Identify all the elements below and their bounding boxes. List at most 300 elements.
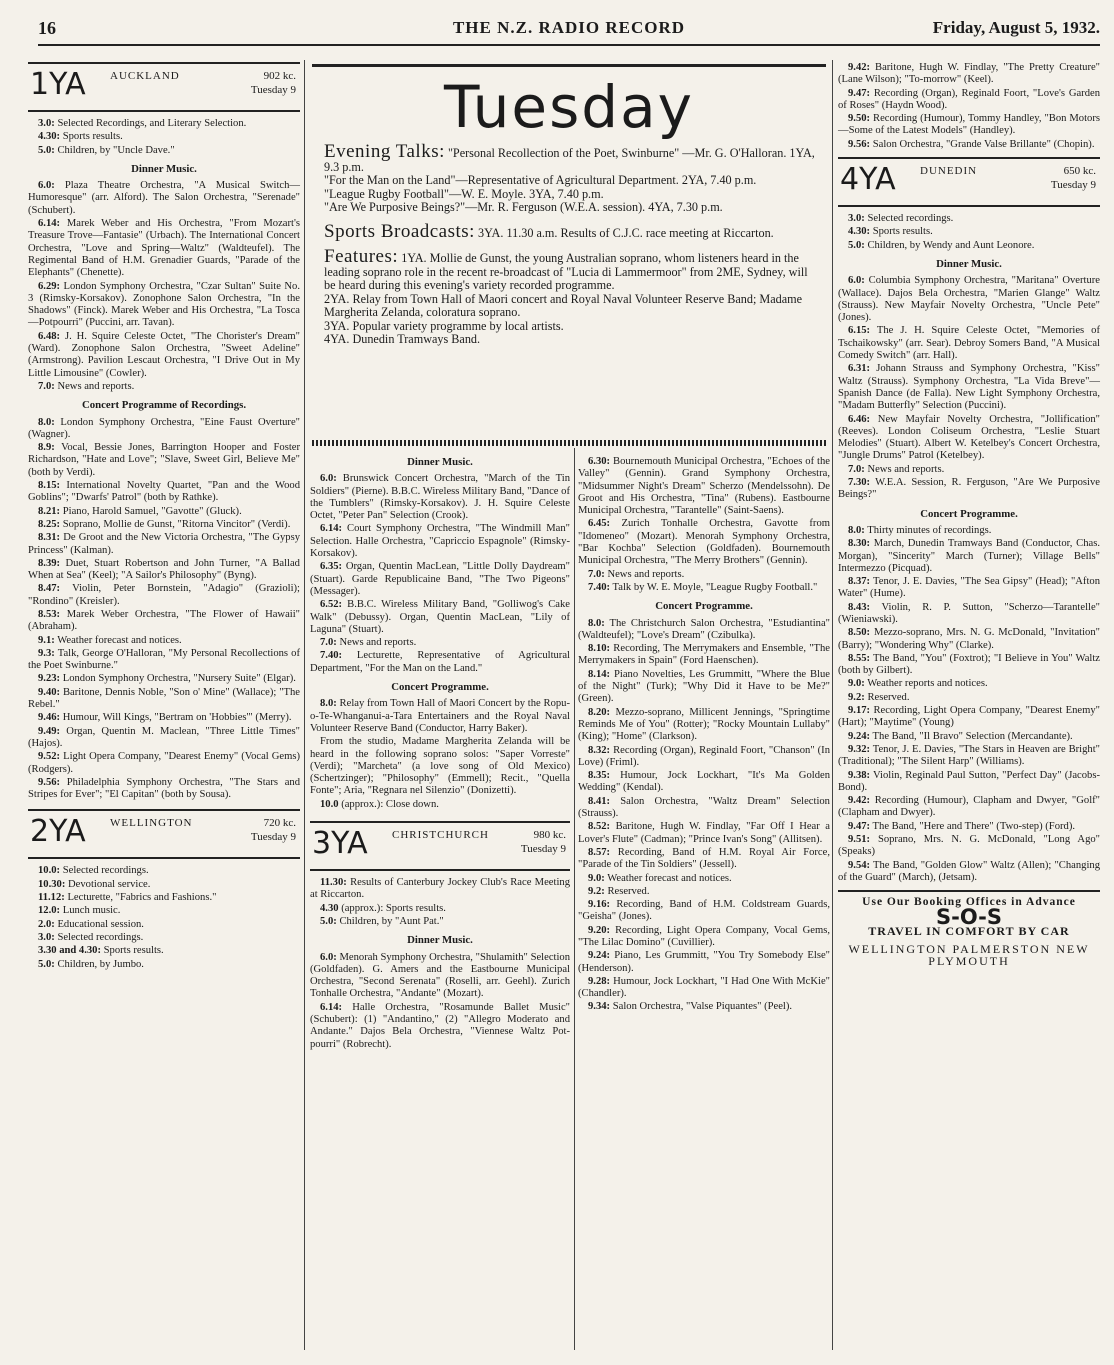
- entry-text: London Symphony Orchestra, "Eine Faust Overture" (Wagner).: [28, 416, 300, 440]
- programme-entry: [28, 751, 300, 776]
- entry-time: 3.0:: [38, 931, 55, 943]
- entry-time: 10.30:: [38, 878, 66, 890]
- entry-text: Recording (Humour), Tommy Handley, "Bon Motors—Some of the Latest Models" (Handley).: [838, 113, 1100, 137]
- entry-text: Talk, George O'Halloran, "My Personal Recollections of the Poet Swinburne.": [28, 647, 300, 672]
- entry-time: 9.23:: [38, 673, 61, 685]
- column-rule: [832, 60, 833, 1350]
- station-frequency: 720 kc.: [263, 817, 296, 830]
- entry-time: 7.0:: [38, 380, 55, 392]
- entry-text: The J. H. Squire Celeste Octet, "Memories of Tschaikowsky" (arr. Sear). Debroy Somers Band, "A Musical Comedy Switch" (arr. Hall).: [838, 325, 1100, 362]
- entry-time: 8.25:: [38, 518, 61, 530]
- entry-text: Talk by W. E. Moyle, "League Rugby Football.": [612, 581, 818, 593]
- entry-time: 6.35:: [320, 561, 343, 573]
- entry-text: International Novelty Quartet, "Pan and the Wood Goblins"; "Dwarfs' Patrol" (both by Rathke).: [28, 480, 300, 504]
- programme-entry: [838, 576, 1100, 601]
- column-2: [310, 456, 570, 1052]
- programme-entry: [310, 736, 570, 797]
- entry-text: Humour, Jock Lockhart, "I Had One With McKie" (Chandler).: [578, 975, 830, 1000]
- programme-entry: [578, 770, 830, 795]
- entry-time: 2.0:: [38, 918, 55, 930]
- entry-text: Court Symphony Orchestra, "The Windmill Man" Selection. Halle Orchestra, "Capriccio Espagnole" (Rimsky-Korsakov).: [310, 523, 570, 560]
- programme-entry: [310, 903, 570, 915]
- entry-time: 9.0:: [588, 872, 605, 884]
- entry-text: London Symphony Orchestra, "Nursery Suite" (Elgar).: [62, 673, 296, 685]
- entry-text: From the studio, Madame Margherita Zelanda will be heard in the following soprano solos: "Saper Vorreste" (Verdi); "Marcheta" (a love song of Old Mexico) (Schertzinger); "Philosophy" (Emmell); Recit., "Quella Fonte"; Aria, "Regnara nel Silenzio" (Donizetti).: [310, 736, 570, 797]
- entry-text: Selected Recordings, and Literary Selection.: [57, 118, 247, 129]
- programme-entry: [838, 525, 1100, 537]
- entry-time: 8.50:: [848, 627, 871, 639]
- entry-text: Lecturette, "Fabrics and Fashions.": [67, 892, 217, 904]
- entry-time: 8.43:: [848, 601, 871, 613]
- entry-time: 6.14:: [38, 218, 61, 230]
- programme-entry: [28, 635, 300, 647]
- entry-text: Philadelphia Symphony Orchestra, "The Stars and Stripes for Ever"; "El Capitan" (both by Sousa).: [28, 776, 300, 801]
- entry-time: 9.42:: [848, 62, 871, 73]
- entry-time: 6.0:: [320, 951, 337, 963]
- programme-entry: [838, 744, 1100, 769]
- entry-time: 8.41:: [588, 795, 611, 807]
- entry-time: 5.0:: [38, 958, 55, 970]
- entry-time: 5.0:: [320, 915, 337, 927]
- entry-time: 7.30:: [848, 477, 871, 489]
- entry-time: 5.0:: [848, 239, 865, 251]
- programme-entry: [838, 705, 1100, 730]
- programme-entry: [578, 582, 830, 594]
- programme-entry: [578, 669, 830, 706]
- entry-time: 8.53:: [38, 608, 61, 620]
- programme-entry: [28, 865, 300, 877]
- station-city: WELLINGTON: [110, 817, 193, 830]
- entry-text: Menorah Symphony Orchestra, "Shulamith" Selection (Goldfaden). G. Amers and the Eastbourne Municipal Orchestra, "Second Serenata" (Roselli, arr. Geehl). Zurich Tonhalle Orchestra, "Andante" (Mozart).: [310, 951, 570, 1000]
- feature-item: 4YA. Dunedin Tramways Band.: [324, 332, 481, 346]
- entry-time: 7.40:: [320, 650, 343, 662]
- programme-entry: [838, 226, 1100, 238]
- section-heading: Concert Programme.: [920, 507, 1018, 520]
- column-1: [28, 62, 300, 972]
- entry-text: Weather reports and notices.: [867, 678, 988, 690]
- entry-text: Selected recordings.: [62, 865, 149, 877]
- entry-time: 9.0:: [848, 678, 865, 690]
- programme-entry: [28, 145, 300, 157]
- programme-entry: [310, 877, 570, 902]
- entry-time: 6.14:: [320, 1001, 343, 1013]
- programme-entry: [838, 860, 1100, 885]
- entry-text: Children, by "Aunt Pat.": [339, 915, 444, 927]
- entry-text: Tenor, J. E. Davies, "The Stars in Heaven are Bright" (Traditional); "The Silent Harp" (Williams).: [838, 743, 1100, 768]
- entry-time: 8.32:: [588, 744, 611, 756]
- section-heading: Dinner Music.: [407, 934, 473, 947]
- entry-time: 4.30:: [848, 226, 871, 238]
- entry-text: The Band, "Golden Glow" Waltz (Allen); "Changing of the Guard" (March), (Jetsam).: [838, 859, 1100, 883]
- entry-text: Recording (Humour), Clapham and Dwyer, "Golf" (Clapham and Dwyer).: [838, 795, 1100, 819]
- entry-time: 6.46:: [848, 413, 871, 425]
- entry-text: Baritone, Dennis Noble, "Son o' Mine" (Wallace); "The Rebel.": [28, 686, 300, 711]
- entry-time: 6.30:: [588, 456, 611, 467]
- station-header-4ya: [838, 157, 1100, 207]
- entry-time: 7.0:: [848, 463, 865, 475]
- advertisement: [838, 890, 1100, 967]
- entry-text: Columbia Symphony Orchestra, "Maritana" Overture (Wallace). Dajos Bela Orchestra, "Marien Glange" Waltz (Strauss). New Mayfair Novelty Orchestra, "Uncle Pete" (Jones).: [838, 275, 1100, 324]
- entry-text: Salon Orchestra, "Waltz Dream" Selection (Strauss).: [578, 795, 830, 820]
- entry-text: Tenor, J. E. Davies, "The Sea Gipsy" (Head); "Afton Water" (Hume).: [838, 576, 1100, 600]
- programme-entry: [28, 609, 300, 634]
- entry-text: Zurich Tonhalle Orchestra, Gavotte from "Idomeneo" (Mozart). Menorah Symphony Orchestra, "Bar Kochba" Selection (Goldfaden). Bournemouth Municipal Orchestra, "The Merry Brothers" (Gennin).: [578, 518, 830, 567]
- programme-entry: [28, 506, 300, 518]
- entry-text: W.E.A. Session, R. Ferguson, "Are We Purposive Beings?": [838, 477, 1100, 501]
- entry-text: Baritone, Hugh W. Findlay, "The Pretty Creature" (Lane Wilson); "To-morrow" (Keel).: [838, 62, 1100, 86]
- entry-text: News and reports.: [867, 463, 945, 475]
- entry-time: 9.28:: [588, 975, 611, 987]
- station-header-3ya: [310, 821, 570, 871]
- programme-entry: [28, 726, 300, 751]
- entry-time: 9.32:: [848, 743, 871, 755]
- programme-entry: [578, 976, 830, 1001]
- programme-entry: [28, 687, 300, 712]
- entry-time: 9.46:: [38, 712, 61, 724]
- entry-text: De Groot and the New Victoria Orchestra, "The Gypsy Princess" (Kalman).: [28, 532, 300, 556]
- programme-entry: [28, 712, 300, 724]
- entry-text: Sports results.: [103, 945, 164, 957]
- talk-item: "Are We Purposive Beings?"—Mr. R. Ferguson (W.E.A. session). 4YA, 7.30 p.m.: [324, 200, 723, 214]
- entry-text: March, Dunedin Tramways Band (Conductor, Chas. Morgan), "Sincerity" March (Turner); Village Bells" Intermezzo (Picquad).: [838, 538, 1100, 574]
- programme-entry: [578, 886, 830, 898]
- station-city: DUNEDIN: [920, 165, 978, 178]
- entry-time: 7.0:: [320, 637, 337, 649]
- entry-time: 9.24:: [848, 730, 871, 742]
- entry-time: 5.0:: [38, 144, 55, 156]
- programme-entry: [838, 795, 1100, 820]
- entry-text: Recording (Organ), Reginald Foort, "Love's Garden of Roses" (Haydn Wood).: [838, 87, 1100, 111]
- entry-text: Recording, Band of H.M. Royal Air Force, "Parade of the Tin Soldiers" (Jessell).: [578, 846, 830, 871]
- entry-text: Halle Orchestra, "Rosamunde Ballet Music" (Schubert): (1) "Andantino," (2) "Allegro Moderato and Andante." Dajos Bela Orchestra, "Viennese Waltz Pot-pourri" (Robrecht).: [310, 1001, 570, 1050]
- entry-time: 12.0:: [38, 905, 61, 917]
- entry-time: 8.55:: [848, 652, 871, 664]
- programme-entry: [838, 325, 1100, 362]
- programme-entry: [310, 650, 570, 675]
- programme-entry: [28, 118, 300, 130]
- section-heading: Concert Programme of Recordings.: [81, 399, 247, 412]
- entry-text: Mezzo-soprano, Mrs. N. G. McDonald, "Invitation" (Barry); "Wondering Why" (Clarke).: [838, 627, 1100, 651]
- programme-entry: [838, 731, 1100, 743]
- section-heading: Concert Programme.: [391, 681, 489, 694]
- advert-line: TRAVEL IN COMFORT BY CAR: [868, 923, 1070, 938]
- features-label: Features:: [324, 246, 399, 267]
- section-heading: Dinner Music.: [131, 162, 197, 175]
- entry-text: News and reports.: [57, 380, 135, 392]
- entry-text: Sports results.: [62, 131, 123, 143]
- entry-text: Mezzo-soprano, Millicent Jennings, "Springtime Reminds Me of You" (Rotter); "Rocky Mountain Lullaby" (King); "Home" (Clarkson).: [578, 706, 830, 743]
- entry-time: 9.16:: [588, 899, 611, 911]
- entry-time: 9.1:: [38, 634, 55, 646]
- decorative-divider: [312, 440, 828, 446]
- programme-entry: [578, 796, 830, 821]
- entry-text: Devotional service.: [68, 878, 151, 890]
- entry-time: 6.45:: [588, 518, 611, 530]
- features: [324, 246, 816, 347]
- entry-text: The Band, "Here and There" (Two-step) (Ford).: [872, 820, 1075, 832]
- entry-text: Results of Canterbury Jockey Club's Race Meeting at Riccarton.: [310, 877, 570, 901]
- programme-entry: [28, 381, 300, 393]
- programme-entry: [310, 952, 570, 1001]
- entry-text: Children, by Wendy and Aunt Leonore.: [867, 239, 1035, 251]
- programme-entry: [578, 456, 830, 517]
- entry-time: 9.40:: [38, 686, 61, 698]
- sports-broadcasts: [324, 220, 816, 242]
- entry-time: 8.14:: [588, 668, 611, 680]
- entry-time: 9.3:: [38, 647, 55, 659]
- station-callsign: 4YA: [840, 162, 896, 198]
- entry-time: 10.0:: [38, 865, 61, 877]
- entry-text: London Symphony Orchestra, "Czar Sultan" Suite No. 3 (Rimsky-Korsakov). Zonophone Salon Orchestra, "In the Shadows" (Finck). Marek Weber and His Orchestra, "La Tosca—Potpourri" (Puccini, arr. Tavan).: [28, 280, 300, 329]
- entry-text: The Band, "You" (Foxtrot); "I Believe in You" Waltz (both by Gilbert).: [838, 652, 1100, 677]
- station-callsign: 1YA: [30, 67, 86, 102]
- entry-time: 8.39:: [38, 557, 61, 569]
- programme-entry: [28, 892, 300, 904]
- entry-text: Recording, The Merrymakers and Ensemble, "The Merrymakers in Spain" (Ford Haenschen).: [578, 643, 830, 667]
- page-number: 16: [38, 18, 56, 38]
- programme-entry: [838, 692, 1100, 704]
- entry-time: 6.0:: [320, 473, 337, 485]
- programme-entry: [310, 916, 570, 928]
- programme-entry: [838, 88, 1100, 113]
- station-city: AUCKLAND: [110, 70, 180, 82]
- column-3: [578, 456, 830, 1015]
- entry-text: Soprano, Mrs. N. G. McDonald, "Long Ago" (Speaks): [838, 834, 1100, 858]
- entry-time: 9.20:: [588, 924, 611, 936]
- entry-text: Piano, Les Grummitt, "You Try Somebody Else" (Henderson).: [578, 950, 830, 974]
- entry-time: 11.12:: [38, 892, 65, 904]
- station-day: Tuesday 9: [520, 843, 566, 856]
- programme-entry: [578, 518, 830, 567]
- entry-time: 8.21:: [38, 505, 61, 517]
- entry-text: Educational session.: [57, 918, 144, 930]
- entry-text: Plaza Theatre Orchestra, "A Musical Switch—Humoresque" (arr. Alford). The Salon Orchestra, "Serenade" (Schubert).: [28, 180, 300, 216]
- section-heading: Concert Programme.: [655, 600, 753, 613]
- programme-entry: [838, 62, 1100, 87]
- entry-text: Recording, Band of H.M. Coldstream Guards, "Geisha" (Jones).: [578, 899, 830, 923]
- station-callsign: 2YA: [30, 814, 86, 850]
- page-header: [38, 14, 1100, 46]
- entry-text: Organ, Quentin M. Maclean, "Three Little Times" (Hajos).: [28, 725, 300, 749]
- programme-entry: [578, 569, 830, 581]
- station-day: Tuesday 9: [250, 84, 296, 96]
- entry-time: 6.29:: [38, 280, 61, 292]
- entry-time: 8.15:: [38, 480, 61, 492]
- programme-entry: [310, 637, 570, 649]
- advert-line: Use Our Booking Offices in Advance: [862, 896, 1076, 909]
- entry-text: Baritone, Hugh W. Findlay, "Far Off I Hear a Lover's Flute" (Cadman); "Prince Ivan's Song" (Allitsen).: [578, 821, 830, 845]
- entry-time: 8.0:: [588, 617, 605, 629]
- programme-entry: [28, 180, 300, 217]
- entry-time: 9.24:: [588, 950, 611, 962]
- programme-entry: [310, 1002, 570, 1051]
- entry-time: 7.0:: [588, 568, 605, 580]
- entry-text: Selected recordings.: [867, 213, 954, 225]
- programme-entry: [838, 602, 1100, 627]
- entry-text: Lunch music.: [62, 905, 121, 917]
- sports-label: Sports Broadcasts:: [324, 220, 475, 242]
- programme-entry: [28, 331, 300, 380]
- programme-entry: [28, 959, 300, 971]
- programme-entry: [838, 821, 1100, 833]
- programme-entry: [578, 618, 830, 643]
- entry-text: Bournemouth Municipal Orchestra, "Echoes of the Valley" (Gennin). Grand Symphony Orchestra, "Midsummer Night's Dream" Scherzo (Mendelssohn). De Groot and His Orchestra, "Tina" (Rubens). Eastbourne Municipal Orchestra, "Tarantelle" (Saint-Saens).: [578, 456, 830, 517]
- entry-time: 4.30: [320, 902, 339, 914]
- talks-label: Evening Talks:: [324, 141, 445, 162]
- programme-entry: [838, 477, 1100, 502]
- entry-time: 9.2:: [588, 885, 605, 897]
- feature-item: 1YA. Mollie de Gunst, the young Australian soprano, whom listeners heard in the leading soprano role in the recent re-broadcast of "Lucia di Lammermoor" from 2ME, Sydney, will be heard during this evening's variety recorded programme.: [324, 251, 808, 292]
- programme-entry: [28, 777, 300, 802]
- entry-text: Johann Strauss and Symphony Orchestra, "Kiss" Waltz (Strauss). Symphony Orchestra, "La Vida Breve"—Spanish Dance (de Falla). New Light Symphony Orchestra, "Madam Butterfly" Selection (Puccini).: [838, 363, 1100, 412]
- entry-time: 9.38:: [848, 769, 871, 781]
- entry-text: Piano, Harold Samuel, "Gavotte" (Gluck).: [62, 505, 242, 517]
- programme-entry: [578, 950, 830, 975]
- entry-time: 7.40:: [588, 581, 611, 593]
- entry-text: Soprano, Mollie de Gunst, "Ritorna Vincitor" (Verdi).: [62, 518, 291, 530]
- entry-text: Marek Weber and His Orchestra, "From Mozart's Treasure Trove—Fantasie" (Urbach). The International Concert Orchestra, "Love and Spring—Waltz" (Waldteufel). The Regimental Band of H.M. Grenadier Guards, "Parade of the Elephants" (Chenette).: [28, 218, 300, 279]
- entry-time: 8.30:: [848, 538, 871, 550]
- programme-entry: [578, 1001, 830, 1013]
- programme-entry: [28, 417, 300, 442]
- entry-text: Violin, R. P. Sutton, "Scherzo—Tarantelle" (Wieniawski).: [838, 601, 1100, 625]
- entry-time: 9.54:: [848, 859, 871, 871]
- entry-time: 8.47:: [38, 583, 61, 595]
- entry-time: 9.2:: [848, 691, 865, 703]
- entry-text: (approx.): Close down.: [341, 798, 439, 810]
- entry-time: 6.0:: [848, 275, 865, 287]
- day-title: Tuesday: [444, 73, 694, 141]
- feature-item: 3YA. Popular variety programme by local artists.: [324, 318, 564, 333]
- programme-entry: [578, 925, 830, 950]
- station-frequency: 902 kc.: [263, 70, 296, 82]
- station-header-2ya: [28, 809, 300, 859]
- masthead: THE N.Z. RADIO RECORD: [452, 18, 686, 37]
- programme-entry: [578, 707, 830, 744]
- entry-time: 6.31:: [848, 363, 871, 375]
- programme-entry: [28, 583, 300, 608]
- entry-time: 8.9:: [38, 442, 55, 454]
- programme-entry: [28, 673, 300, 685]
- entry-time: 6.52:: [320, 599, 343, 611]
- programme-entry: [838, 538, 1100, 575]
- entry-text: Children, by Jumbo.: [57, 958, 144, 970]
- entry-text: Humour, Jock Lockhart, "It's Ma Golden Wedding" (Kendal).: [578, 770, 830, 794]
- programme-entry: [838, 139, 1100, 151]
- entry-text: Salon Orchestra, "Valse Piquantes" (Peel).: [612, 1001, 793, 1013]
- programme-entry: [578, 873, 830, 885]
- programme-entry: [838, 213, 1100, 225]
- entry-text: Relay from Town Hall of Maori Concert by the Ropu-o-Te-Whanganui-a-Tara Entertainers and the Royal Naval Volunteer Reserve Band (Conductor, Harry Baker).: [310, 698, 570, 734]
- entry-text: Lecturette, Representative of Agricultural Department, "For the Man on the Land.": [310, 650, 570, 674]
- entry-text: Marek Weber Orchestra, "The Flower of Hawaii" (Abraham).: [28, 608, 300, 633]
- entry-time: 9.56:: [848, 138, 871, 150]
- programme-entry: [28, 919, 300, 931]
- entry-text: News and reports.: [339, 637, 417, 649]
- entry-text: Weather forecast and notices.: [607, 872, 732, 884]
- programme-entry: [28, 131, 300, 143]
- entry-time: 9.49:: [38, 725, 61, 737]
- entry-text: The Christchurch Salon Orchestra, "Estudiantina" (Waldteufel); "Love's Dream" (Czibulka).: [578, 617, 830, 641]
- programme-entry: [838, 275, 1100, 324]
- entry-text: Vocal, Bessie Jones, Barrington Hooper and Foster Richardson, "Hate and Love"; "Slave, Sweet Girl, Believe Me" (both by Verdi).: [28, 442, 300, 478]
- entry-time: 8.0:: [320, 698, 337, 710]
- entry-time: 9.17:: [848, 705, 871, 717]
- column-rule: [304, 60, 305, 1350]
- entry-text: Recording (Organ), Reginald Foort, "Chanson" (In Love) (Friml).: [578, 744, 830, 768]
- entry-time: 6.15:: [848, 325, 871, 337]
- programme-entry: [838, 627, 1100, 652]
- entry-time: 6.48:: [38, 330, 61, 342]
- programme-entry: [838, 678, 1100, 690]
- entry-time: 8.0:: [38, 416, 55, 428]
- programme-entry: [28, 480, 300, 505]
- entry-time: 8.10:: [588, 643, 611, 655]
- section-heading: Dinner Music.: [407, 456, 473, 468]
- programme-entry: [578, 847, 830, 872]
- entry-text: Sports results.: [872, 226, 933, 238]
- programme-entry: [310, 599, 570, 636]
- programme-entry: [310, 698, 570, 735]
- entry-text: Light Opera Company, "Dearest Enemy" (Vocal Gems) (Rodgers).: [28, 751, 300, 775]
- entry-time: 9.42:: [848, 795, 871, 807]
- tuesday-banner: [312, 64, 826, 442]
- programme-entry: [310, 473, 570, 522]
- entry-text: The Band, "Il Bravo" Selection (Mercandante).: [872, 730, 1073, 742]
- station-frequency: 980 kc.: [533, 829, 566, 842]
- programme-entry: [838, 464, 1100, 476]
- station-header-1ya: [28, 62, 300, 112]
- entry-text: Violin, Peter Bornstein, "Adagio" (Grazioli); "Rondino" (Kreisler).: [28, 583, 300, 607]
- entry-time: 8.0:: [848, 524, 865, 536]
- programme-entry: [28, 532, 300, 557]
- station-callsign: 3YA: [312, 826, 368, 862]
- entry-text: New Mayfair Novelty Orchestra, "Jollification" (Reeves). London Coliseum Orchestra, "Leslie Stuart Melodies" (Stuart). Albert W. Ketelbey's Concert Orchestra, "Jungle Drums" Patrol (Ketelbey).: [838, 413, 1100, 462]
- advert-brand: S-O-S: [936, 904, 1002, 929]
- entry-time: 3.30 and 4.30:: [38, 945, 101, 957]
- programme-entry: [28, 648, 300, 673]
- programme-entry: [310, 523, 570, 560]
- entry-text: Brunswick Concert Orchestra, "March of the Tin Soldiers" (Pierne). B.B.C. Wireless Military Band, "Dance of the Tumblers" (Rimsky-Korsakov). J. H. Squire Celeste Octet, "Peter Pan" Selection (Crook).: [310, 473, 570, 522]
- programme-entry: [28, 442, 300, 479]
- programme-entry: [838, 113, 1100, 138]
- entry-time: 11.30:: [320, 877, 347, 889]
- programme-entry: [28, 879, 300, 891]
- issue-date: Friday, August 5, 1932.: [932, 18, 1100, 37]
- entry-text: Recording, Light Opera Company, Vocal Gems, "The Lilac Domino" (Cuvillier).: [578, 924, 830, 948]
- programme-entry: [28, 932, 300, 944]
- entry-time: 8.52:: [588, 821, 611, 833]
- entry-text: Thirty minutes of recordings.: [867, 524, 992, 536]
- entry-text: Recording, Light Opera Company, "Dearest Enemy" (Hart); "Maytime" (Young): [838, 705, 1100, 729]
- column-rule: [574, 448, 575, 1350]
- programme-entry: [838, 770, 1100, 795]
- entry-time: 8.31:: [38, 532, 61, 544]
- entry-time: 9.34:: [588, 1001, 611, 1013]
- entry-text: Duet, Stuart Robertson and John Turner, "A Ballad When at Sea" (Keel); "A Sailor's Philosophy" (Byng).: [28, 557, 300, 582]
- entry-text: Reserved.: [867, 691, 910, 703]
- entry-text: Selected recordings.: [57, 931, 144, 943]
- entry-time: 3.0:: [38, 118, 55, 129]
- entry-text: Humour, Will Kings, "Bertram on 'Hobbies'" (Merry).: [62, 712, 292, 724]
- programme-entry: [838, 653, 1100, 678]
- section-heading: Dinner Music.: [936, 257, 1002, 270]
- entry-time: 9.47:: [848, 87, 871, 99]
- advert-line: WELLINGTON PALMERSTON NEW PLYMOUTH: [848, 942, 1090, 969]
- entry-text: Salon Orchestra, "Grande Valse Brillante" (Chopin).: [872, 138, 1095, 150]
- evening-talks: [324, 141, 816, 215]
- programme-entry: [28, 281, 300, 330]
